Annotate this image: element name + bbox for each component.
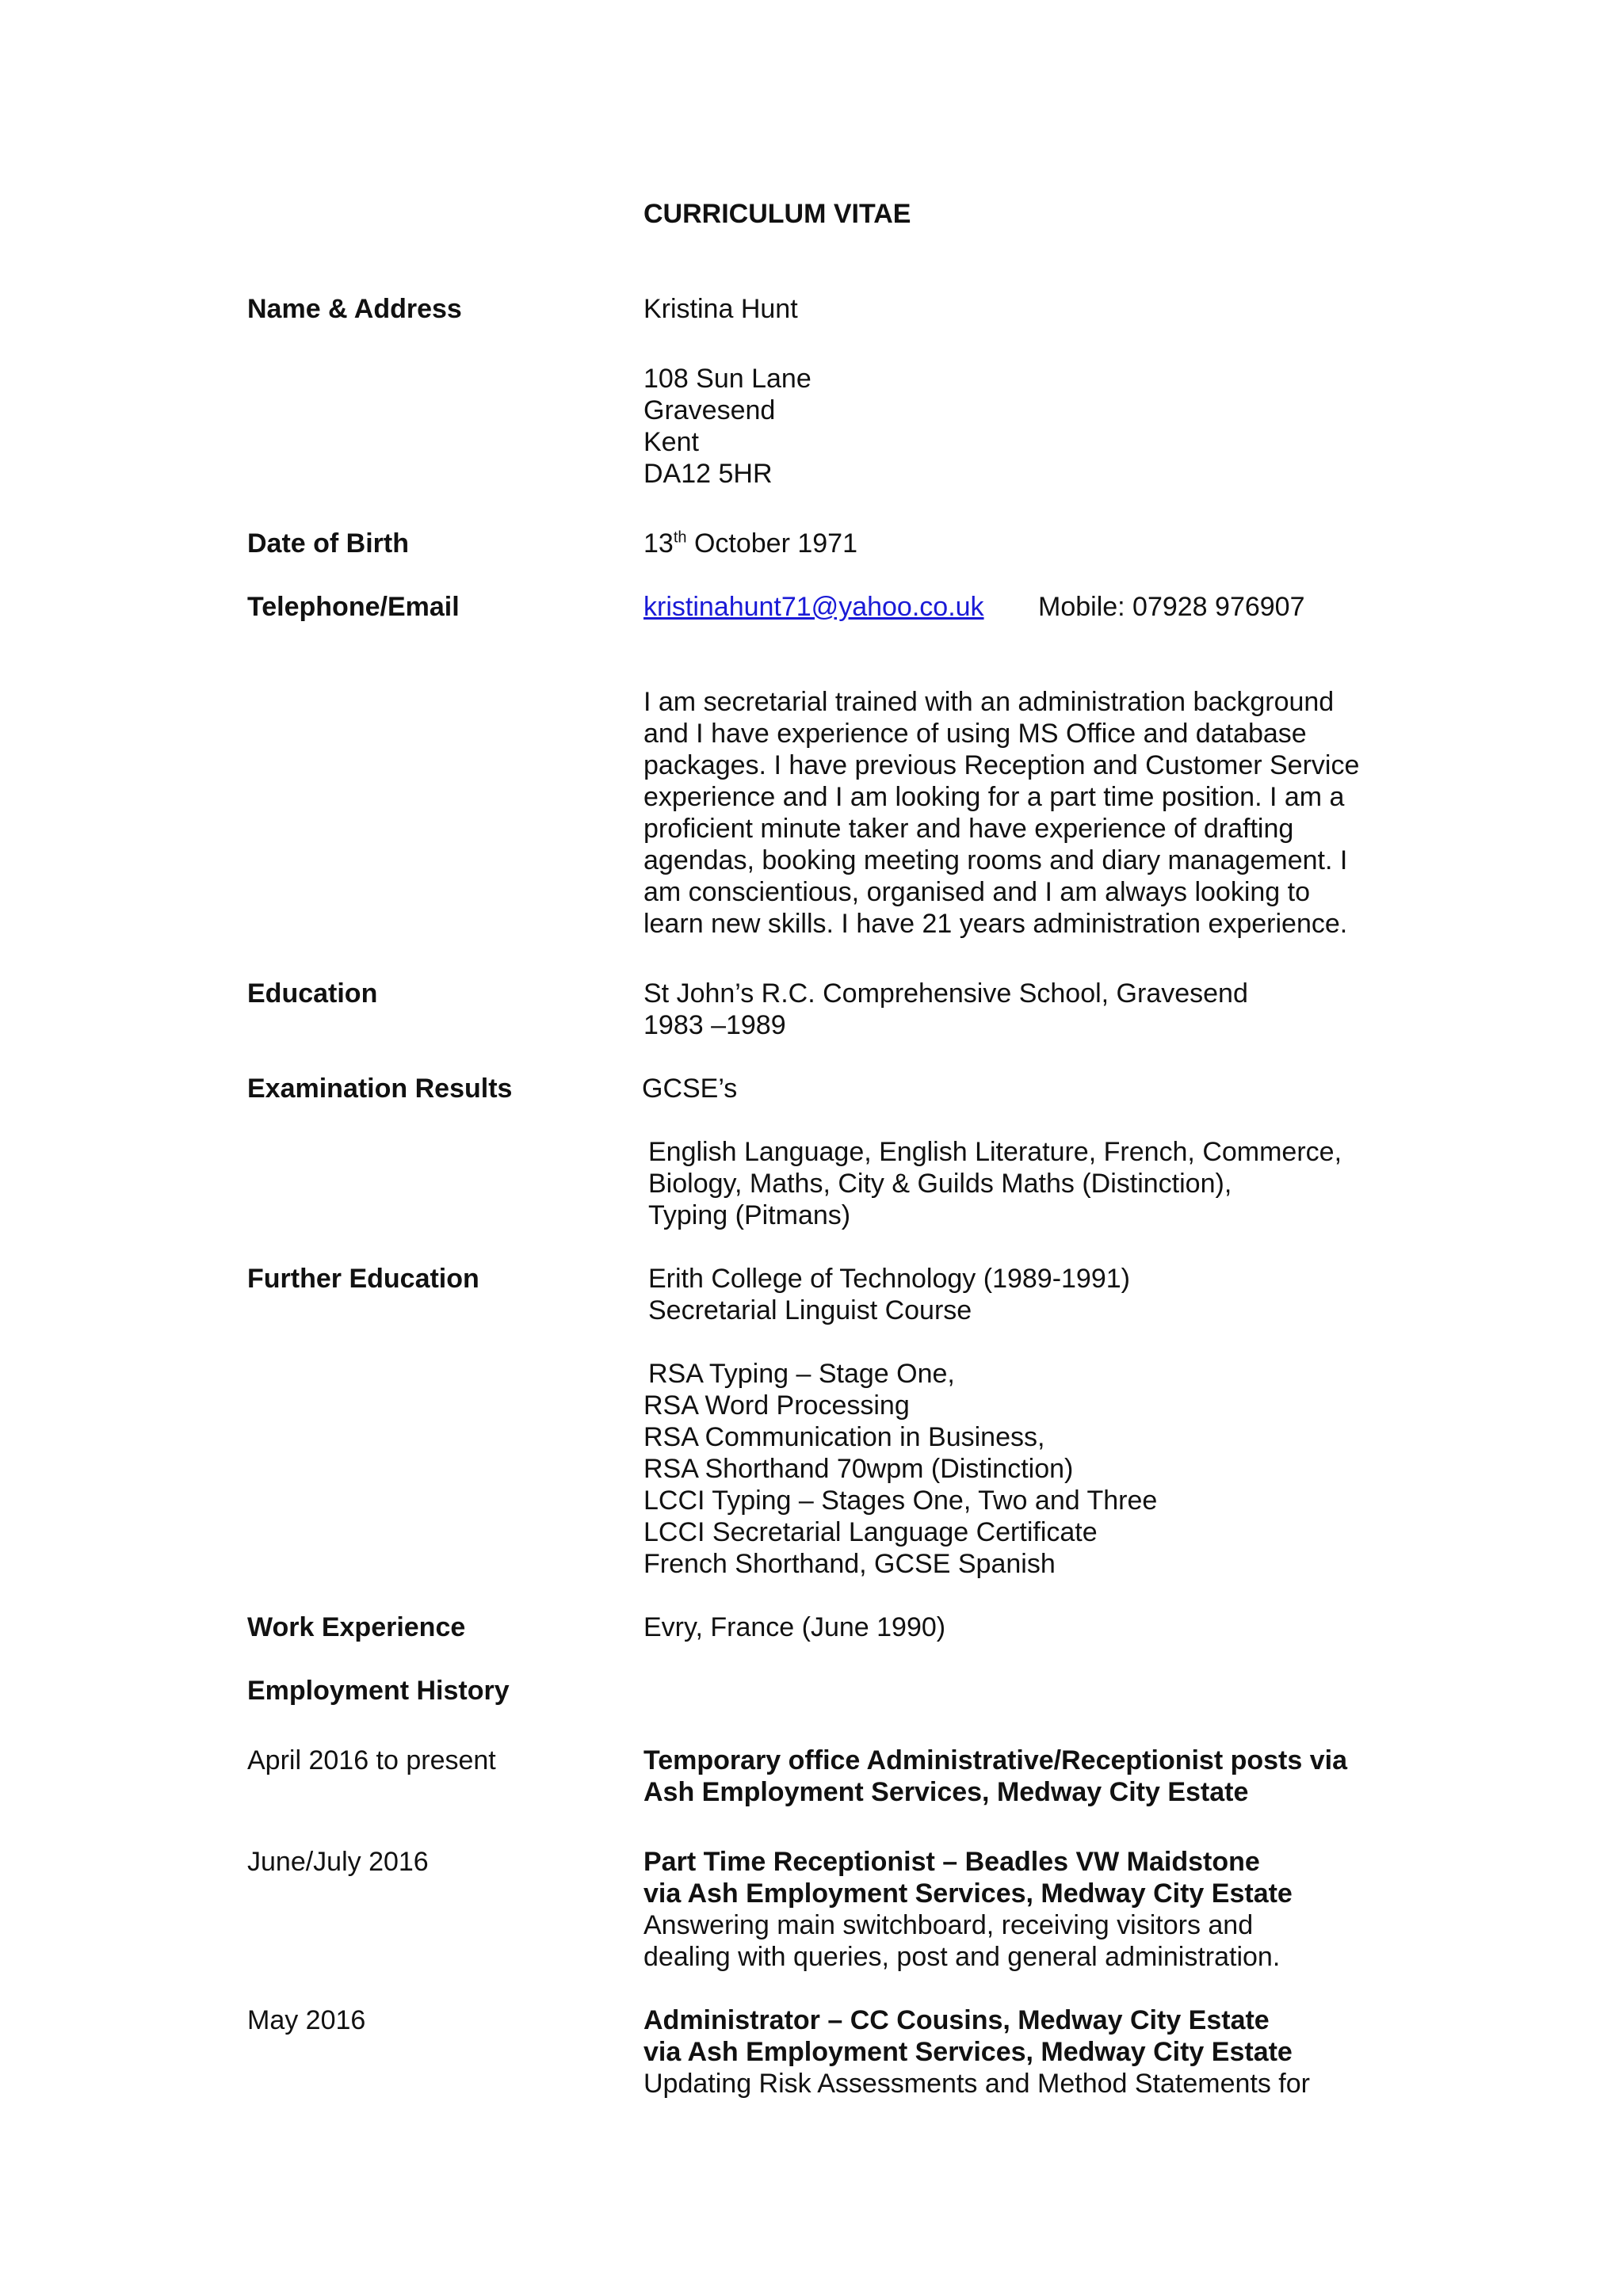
job-desc-line: dealing with queries, post and general administration. [643, 1942, 1281, 1972]
education-line: 1983 –1989 [643, 1010, 786, 1040]
exam-subject-line: Biology, Maths, City & Guilds Maths (Distinction), [648, 1169, 1232, 1199]
qualification-first: RSA Typing – Stage One, [648, 1359, 955, 1389]
college-block [648, 1263, 1130, 1326]
profile-line: learn new skills. I have 21 years administration experience. [643, 909, 1348, 939]
address-line: Gravesend [643, 395, 776, 425]
exam-subjects [648, 1136, 1342, 1231]
label-work-experience: Work Experience [247, 1612, 466, 1642]
contact-row [643, 591, 984, 623]
college-line: Secretarial Linguist Course [648, 1295, 972, 1325]
label-examination-results: Examination Results [247, 1074, 513, 1104]
dob-value [643, 528, 857, 559]
address-line: Kent [643, 427, 699, 457]
qualification-line: French Shorthand, GCSE Spanish [643, 1549, 1056, 1579]
job-date: June/July 2016 [247, 1847, 429, 1877]
label-further-education: Further Education [247, 1264, 479, 1294]
profile-line: and I have experience of using MS Office and database [643, 719, 1307, 749]
job-desc-line: Updating Risk Assessments and Method Statements for [643, 2069, 1310, 2099]
qualification-line: LCCI Secretarial Language Certificate [643, 1517, 1098, 1547]
label-date-of-birth: Date of Birth [247, 528, 409, 559]
document-title: CURRICULUM VITAE [643, 199, 911, 229]
job-title [643, 1745, 1347, 1808]
profile-line: packages. I have previous Reception and Customer Service [643, 750, 1360, 780]
education-line: St John’s R.C. Comprehensive School, Gravesend [643, 978, 1248, 1009]
address-block [643, 363, 812, 490]
exam-heading: GCSE’s [642, 1074, 738, 1104]
job-entry [643, 2004, 1310, 2100]
name-value: Kristina Hunt [643, 294, 798, 324]
job-title-line: Administrator – CC Cousins, Medway City Estate [643, 2005, 1270, 2035]
mobile-number: Mobile: 07928 976907 [1038, 592, 1305, 622]
profile-line: am conscientious, organised and I am always looking to [643, 877, 1311, 907]
qualification-line: RSA Communication in Business, [643, 1422, 1045, 1452]
job-title-line: via Ash Employment Services, Medway City Estate [643, 1878, 1293, 1909]
label-education: Education [247, 978, 378, 1009]
dob-rest: October 1971 [686, 528, 857, 559]
job-date: April 2016 to present [247, 1745, 496, 1775]
qualification-line: LCCI Typing – Stages One, Two and Three [643, 1486, 1158, 1516]
dob-suffix: th [673, 528, 687, 547]
job-title-line: via Ash Employment Services, Medway City Estate [643, 2037, 1293, 2067]
job-title-line: Temporary office Administrative/Receptionist posts via [643, 1745, 1348, 1775]
work-experience-value: Evry, France (June 1990) [643, 1612, 946, 1642]
qualifications-list [643, 1390, 1157, 1580]
profile-line: experience and I am looking for a part time position. I am a [643, 782, 1345, 812]
dob-day: 13 [643, 528, 674, 559]
college-line: Erith College of Technology (1989-1991) [648, 1264, 1130, 1294]
label-telephone-email: Telephone/Email [247, 592, 460, 622]
job-entry [643, 1846, 1293, 1973]
email-link[interactable]: kristinahunt71@yahoo.co.uk [643, 592, 984, 622]
job-title-line: Ash Employment Services, Medway City Estate [643, 1777, 1249, 1807]
job-date: May 2016 [247, 2005, 366, 2035]
exam-subject-line: English Language, English Literature, French, Commerce, [648, 1137, 1342, 1167]
profile-line: I am secretarial trained with an administration background [643, 687, 1335, 717]
profile-line: agendas, booking meeting rooms and diary management. I [643, 845, 1348, 875]
exam-subject-line: Typing (Pitmans) [648, 1200, 851, 1230]
job-desc-line: Answering main switchboard, receiving visitors and [643, 1910, 1254, 1940]
address-line: DA12 5HR [643, 459, 773, 489]
profile-line: proficient minute taker and have experience of drafting [643, 814, 1294, 844]
qualification-line: RSA Shorthand 70wpm (Distinction) [643, 1454, 1074, 1484]
job-title-line: Part Time Receptionist – Beadles VW Maidstone [643, 1847, 1260, 1877]
address-line: 108 Sun Lane [643, 364, 812, 394]
profile-paragraph [643, 686, 1359, 940]
qualification-line: RSA Word Processing [643, 1390, 910, 1421]
education-block [643, 978, 1248, 1041]
label-name-address: Name & Address [247, 294, 462, 324]
label-employment-history: Employment History [247, 1676, 510, 1706]
